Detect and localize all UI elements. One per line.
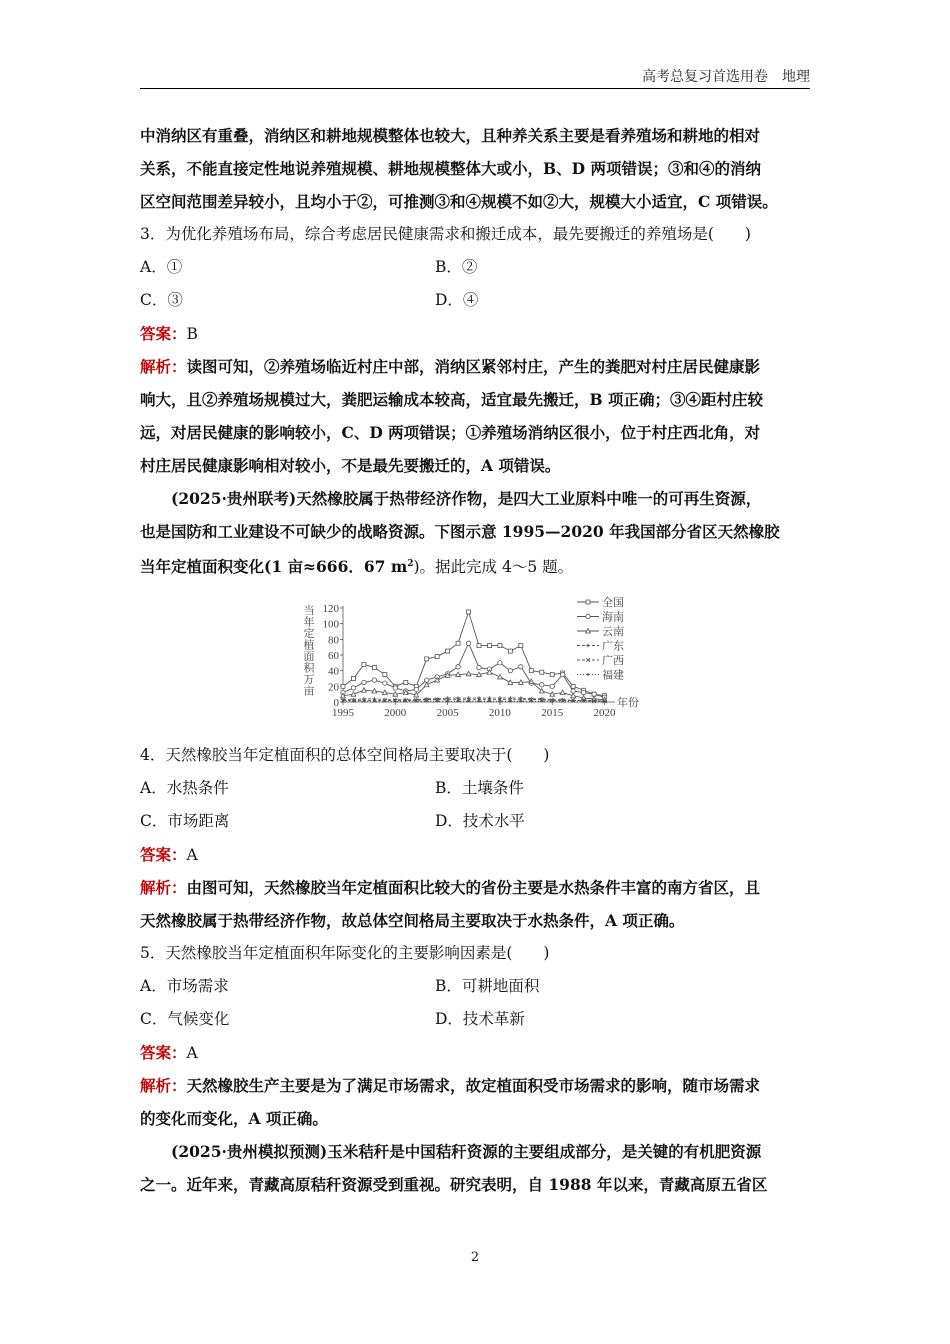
x-axis-label: 年份 (617, 697, 639, 709)
data-point (572, 700, 574, 702)
answer-label: 答案： (140, 1043, 187, 1062)
q4-answer (140, 838, 812, 872)
data-point (560, 690, 565, 695)
data-point (508, 649, 512, 653)
analysis-label: 解析： (140, 357, 187, 376)
legend-label: 广东 (602, 640, 624, 653)
q5-option-d: D．技术革新 (435, 1010, 525, 1028)
data-point (394, 700, 396, 702)
data-point (498, 674, 503, 679)
data-point (560, 672, 564, 676)
answer-value: A (186, 1044, 198, 1062)
data-point (405, 700, 407, 702)
data-point (561, 700, 563, 702)
analysis-text: 由图可知，天然橡胶当年定植面积比较大的省份主要是水热条件丰富的南方省区，且 (186, 878, 761, 897)
data-point (540, 670, 544, 674)
q4-option-c: C．市场距离 (140, 812, 230, 830)
text-line: 的变化而变化，A 项正确。 (140, 1109, 328, 1128)
y-tick-label: 20 (328, 681, 339, 694)
legend-label: 福建 (602, 669, 624, 682)
text-span: )。据此完成 4～5 题。 (413, 558, 574, 577)
data-point (404, 680, 408, 684)
data-point (519, 665, 523, 669)
y-axis-label: 当年定植面积万亩 (303, 605, 315, 698)
data-point (509, 700, 511, 702)
text-span: 当年定植面积变化(1 亩≈666．67 m (140, 557, 408, 577)
q3-option-a: A．① (140, 258, 183, 276)
data-point (414, 687, 418, 691)
text-line: 中消纳区有重叠，消纳区和耕地规模整体也较大，且种养关系主要是看养殖场和耕地的相对 (140, 126, 761, 145)
data-point (466, 641, 470, 645)
analysis-label: 解析： (140, 1076, 187, 1095)
data-point (498, 644, 502, 648)
data-point (550, 673, 554, 677)
data-point (550, 684, 554, 688)
data-point (520, 700, 522, 702)
text-line (140, 548, 812, 584)
data-point (362, 662, 366, 666)
data-point (582, 700, 584, 702)
text-line: 远，对居民健康的影响较小，C、D 两项错误；①养殖场消纳区很小，位于村庄西北角，对 (140, 423, 761, 442)
y-tick-label: 80 (328, 634, 339, 647)
data-point (540, 683, 544, 687)
data-point (456, 641, 460, 645)
answer-value: B (186, 325, 198, 343)
q5-answer (140, 1036, 812, 1070)
data-point (373, 700, 375, 702)
answer-label: 答案： (140, 324, 187, 343)
data-point (593, 700, 595, 702)
data-point (477, 665, 481, 669)
data-point (581, 690, 585, 694)
y-tick-label: 40 (328, 665, 339, 678)
q4-analysis (140, 871, 812, 904)
intro-4-5: (2025·贵州联考)天然橡胶属于热带经济作物，是四大工业原料中唯一的可再生资源， (171, 489, 762, 508)
y-tick-label: 60 (328, 650, 339, 662)
data-point (383, 673, 387, 677)
y-tick-label: 0 (333, 697, 339, 709)
data-point (519, 644, 523, 648)
page-number: 2 (470, 1250, 480, 1265)
data-point (603, 700, 605, 702)
q3-option-c: C．③ (140, 291, 183, 309)
data-point (415, 700, 417, 702)
data-point (551, 700, 553, 702)
series-line-海南 (343, 643, 605, 697)
q3-answer (140, 317, 812, 351)
legend-marker (586, 614, 590, 618)
q3-option-b: B．② (435, 258, 478, 276)
data-point (384, 700, 386, 702)
data-point (425, 657, 429, 661)
analysis-label: 解析： (140, 878, 187, 897)
question-5-stem: 5．天然橡胶当年定植面积年际变化的主要影响因素是( ) (140, 944, 550, 962)
intro-next: (2025·贵州模拟预测)玉米秸秆是中国秸秆资源的主要组成部分，是关键的有机肥资源 (171, 1142, 762, 1161)
q5-option-c: C．气候变化 (140, 1010, 230, 1028)
legend-label: 全国 (602, 597, 624, 609)
x-tick-label: 2015 (541, 707, 564, 719)
q4-option-b: B．土壤条件 (435, 779, 524, 797)
data-point (362, 680, 366, 684)
page-header (140, 66, 810, 89)
text-line: 区空间范围差异较小，且均小于②，可推测③和④规模不如②大，规模大小适宜，C 项错误。 (140, 192, 778, 211)
data-point (436, 700, 438, 702)
analysis-text: 天然橡胶生产主要是为了满足市场需求，故定植面积受市场需求的影响，随市场需求 (186, 1076, 761, 1095)
data-point (477, 644, 481, 648)
superscript: 2 (407, 559, 414, 569)
series-line-全国 (343, 612, 605, 696)
data-point (341, 684, 345, 688)
q4-option-a: A．水热条件 (140, 779, 229, 797)
text-line: 也是国防和工业建设不可缺少的战略资源。下图示意 1995—2020 年我国部分省区天然橡胶 (140, 522, 780, 541)
data-point (342, 700, 344, 702)
data-point (372, 678, 376, 682)
data-point (351, 686, 355, 690)
data-point (467, 610, 471, 614)
data-point (424, 682, 429, 687)
data-point (498, 661, 502, 665)
data-point (541, 700, 543, 702)
data-point (372, 666, 376, 670)
data-point (499, 700, 501, 702)
data-point (351, 677, 355, 681)
q5-option-a: A．市场需求 (140, 977, 229, 995)
y-tick-label: 100 (322, 618, 339, 631)
data-point (487, 644, 491, 648)
x-tick-label: 2000 (384, 707, 407, 719)
q3-option-d: D．④ (435, 291, 479, 309)
legend-label: 广西 (602, 655, 624, 667)
data-point (508, 668, 512, 672)
data-point (457, 700, 459, 702)
question-4-stem: 4．天然橡胶当年定植面积的总体空间格局主要取决于( ) (140, 746, 550, 764)
data-point (446, 649, 450, 653)
x-tick-label: 2005 (436, 707, 459, 719)
text-line: 之一。近年来，青藏高原秸秆资源受到重视。研究表明，自 1988 年以来，青藏高原五省区 (140, 1175, 768, 1194)
q5-analysis (140, 1069, 812, 1102)
answer-value: A (186, 846, 198, 864)
text-line: 响大，且②养殖场规模过大，粪肥运输成本较高，适宜最先搬迁，B 项正确；③④距村庄较 (140, 390, 763, 409)
text-line: 村庄居民健康影响相对较小，不是最先要搬迁的，A 项错误。 (140, 456, 561, 475)
data-point (446, 700, 448, 702)
question-3-stem: 3．为优化养殖场布局，综合考虑居民健康需求和搬迁成本，最先要搬迁的养殖场是( ) (140, 225, 751, 243)
q4-option-d: D．技术水平 (435, 812, 525, 830)
data-point (571, 684, 575, 688)
data-point (456, 665, 460, 669)
data-point (383, 681, 387, 685)
header-title: 高考总复习首选用卷 地理 (642, 69, 810, 85)
data-point (478, 700, 480, 702)
answer-label: 答案： (140, 845, 187, 864)
legend-marker (587, 673, 589, 675)
data-point (435, 655, 439, 659)
data-point (467, 700, 469, 702)
data-point (529, 669, 533, 673)
y-tick-label: 120 (322, 603, 339, 615)
data-point (363, 700, 365, 702)
data-point (352, 700, 354, 702)
text-line: 天然橡胶属于热带经济作物，故总体空间格局主要取决于水热条件，A 项正确。 (140, 911, 685, 930)
x-tick-label: 2010 (488, 707, 511, 719)
q5-option-b: B．可耕地面积 (435, 977, 540, 995)
data-point (530, 700, 532, 702)
data-point (393, 686, 397, 690)
q3-analysis (140, 350, 812, 383)
legend-marker (586, 644, 590, 648)
legend-label: 海南 (602, 611, 624, 624)
analysis-text: 读图可知，②养殖场临近村庄中部，消纳区紧邻村庄，产生的粪肥对村庄居民健康影 (186, 357, 761, 376)
legend-label: 云南 (602, 626, 624, 638)
rubber-planting-chart (295, 592, 655, 724)
x-tick-label: 1995 (332, 707, 354, 719)
x-tick-label: 2020 (593, 707, 616, 719)
data-point (425, 700, 427, 702)
text-line: 关系，不能直接定性地说养殖规模、耕地规模整体大或小，B、D 两项错误；③和④的消纳 (140, 159, 761, 178)
data-point (488, 700, 490, 702)
legend-marker (586, 600, 590, 604)
